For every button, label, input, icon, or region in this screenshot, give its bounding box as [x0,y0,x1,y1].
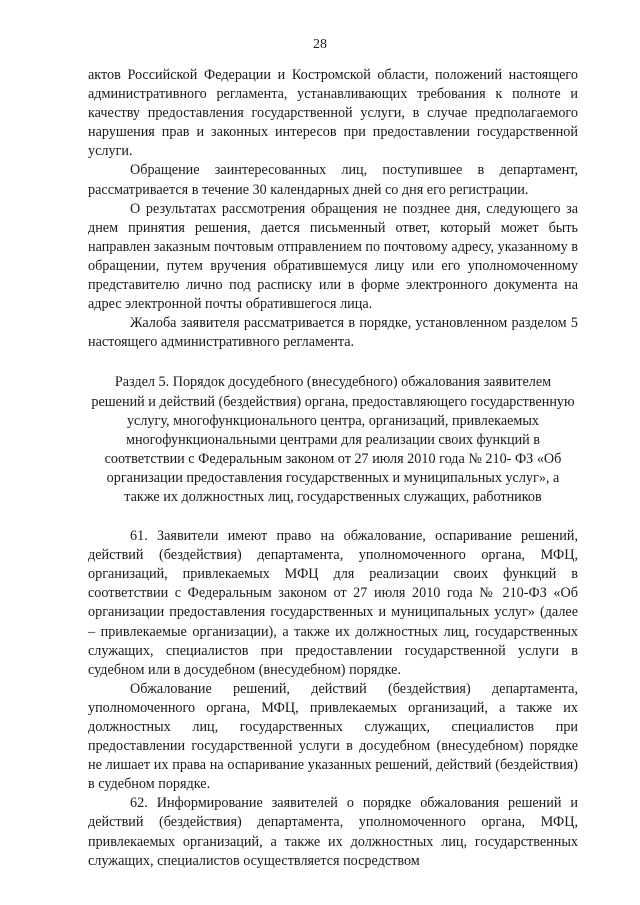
page-number: 28 [313,37,327,52]
paragraph-continuation: актов Российской Федерации и Костромской области, положений настоящего административного регламента, устанавливающих требования к полноте и качеству предоставления государственной услуги, в случае предполагаемого нарушения прав и законных интересов при предоставлении государственной услуги. [88,67,578,160]
paragraph-appeal-rights: Обжалование решений, действий (бездействия) департамента, уполномоченного органа, МФЦ, привлекаемых организаций, а также их должностных лиц, государственных служащих, специалистов при предоставлении государственной услуги в досудебном (внесудебном) порядке не лишает их права на оспаривание указанных решений, действий (бездействия) в судебном порядке. [88,680,578,793]
paragraph-62: 62. Информирование заявителей о порядке обжалования решений и действий (бездействия) департамента, уполномоченного органа, МФЦ, привлекаемых организаций, а также их должностных лиц, государственных служащих, специалистов осуществляется посредством [88,795,578,869]
document-body [88,66,578,871]
section-5-heading: Раздел 5. Порядок досудебного (внесудебного) обжалования заявителем решений и действий (бездействия) органа, предоставляющего государственную услугу, многофункционального центра, организаций, привлекаемых многофункциональными центрами для реализации своих функций в соответствии с Федеральным законом от 27 июля 2010 года № 210- ФЗ «Об организации предоставления государственных и муниципальных услуг», а также их должностных лиц, государственных служащих, работников [91,374,575,505]
paragraph-review-results: О результатах рассмотрения обращения не позднее дня, следующего за днем принятия решения, дается письменный ответ, который может быть направлен заказным почтовым отправлением по почтовому адресу, указанному в обращении, путем вручения обратившемуся лицу или его уполномоченному представителю лично под расписку или в форме электронного документа на адрес электронной почты обратившегося лица. [88,200,578,313]
paragraph-review-period: Обращение заинтересованных лиц, поступившее в департамент, рассматривается в течение 30 календарных дней со дня его регистрации. [88,162,578,198]
paragraph-61: 61. Заявители имеют право на обжалование, оспаривание решений, действий (бездействия) департамента, уполномоченного органа, МФЦ, организаций, привлекаемых МФЦ для реализации своих функций в соответствии с Федеральным законом от 27 июля 2010 года № 210-ФЗ «Об организации предоставления государственных и муниципальных услуг» (далее – привлекаемые организации), а также их должностных лиц, государственных служащих, специалистов при предоставлении государственной услуги в судебном или в досудебном (внесудебном) порядке. [88,528,578,678]
paragraph-complaint-procedure: Жалоба заявителя рассматривается в порядке, установленном разделом 5 настоящего административного регламента. [88,315,578,351]
